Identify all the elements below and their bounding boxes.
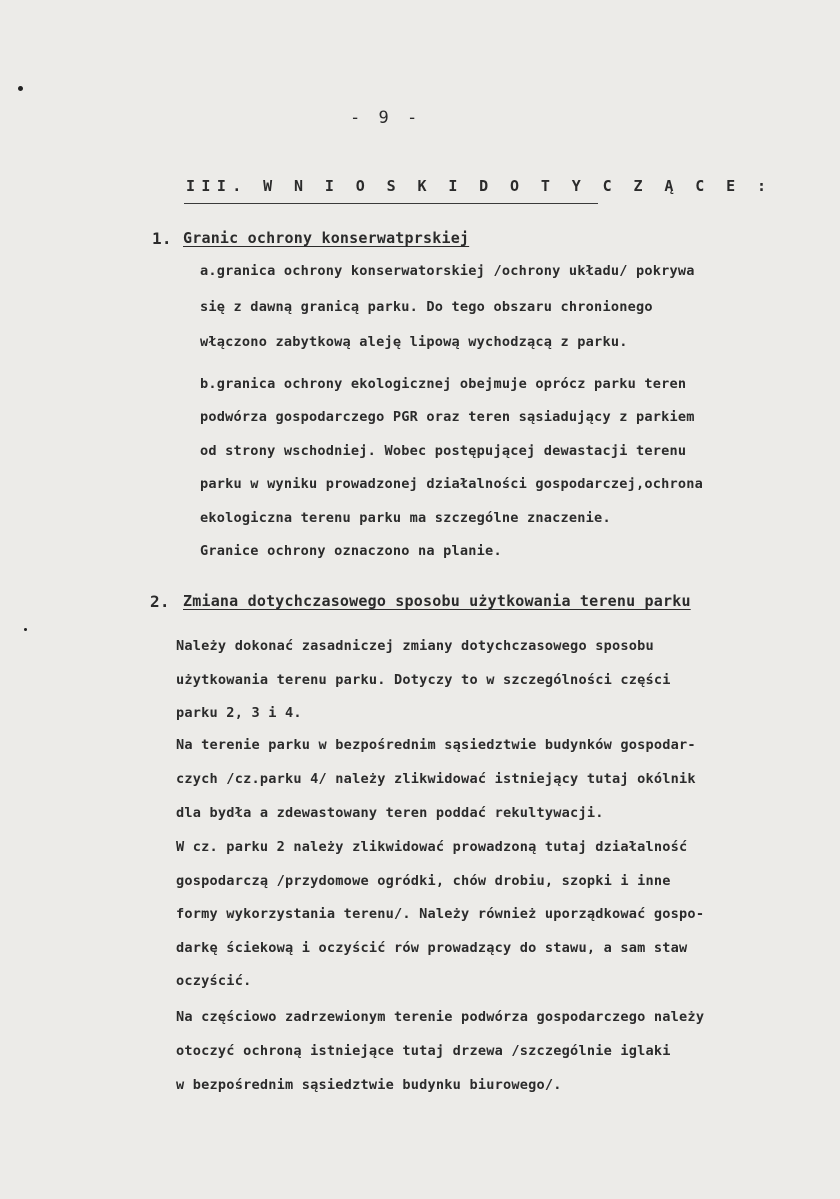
item-number: 2. <box>150 592 170 611</box>
text-line: W cz. parku 2 należy zlikwidować prowadzoną tutaj działalność <box>176 839 688 855</box>
text-line: podwórza gospodarczego PGR oraz teren sąsiadujący z parkiem <box>200 409 695 425</box>
text-line: a.granica ochrony konserwatorskiej /ochrony układu/ pokrywa <box>200 263 695 279</box>
page-number: - 9 - <box>350 108 422 128</box>
text-line: b.granica ochrony ekologicznej obejmuje oprócz parku teren <box>200 376 687 392</box>
text-line: darkę ściekową i oczyścić rów prowadzący do stawu, a sam staw <box>176 940 688 956</box>
text-line: w bezpośrednim sąsiedztwie budynku biurowego/. <box>176 1077 562 1093</box>
text-line: użytkowania terenu parku. Dotyczy to w szczególności części <box>176 672 671 688</box>
text-line: czych /cz.parku 4/ należy zlikwidować istniejący tutaj okólnik <box>176 771 696 787</box>
section-heading: III. W N I O S K I D O T Y C Z Ą C E : <box>186 177 773 195</box>
text-line: parku 2, 3 i 4. <box>176 705 302 721</box>
item-number: 1. <box>152 229 172 248</box>
margin-dot <box>24 628 27 631</box>
text-line: się z dawną granicą parku. Do tego obszaru chronionego <box>200 299 653 315</box>
text-line: Na częściowo zadrzewionym terenie podwórza gospodarczego należy <box>176 1009 705 1025</box>
text-line: włączono zabytkową aleję lipową wychodzącą z parku. <box>200 334 628 350</box>
text-line: Należy dokonać zasadniczej zmiany dotychczasowego sposobu <box>176 638 654 654</box>
text-line: formy wykorzystania terenu/. Należy również uporządkować gospo- <box>176 906 705 922</box>
text-line: Na terenie parku w bezpośrednim sąsiedztwie budynków gospodar- <box>176 737 696 753</box>
heading-underline <box>184 203 598 204</box>
text-line: Granice ochrony oznaczono na planie. <box>200 543 502 559</box>
text-line: oczyścić. <box>176 973 252 989</box>
text-line: dla bydła a zdewastowany teren poddać rekultywacji. <box>176 805 604 821</box>
text-line: gospodarczą /przydomowe ogródki, chów drobiu, szopki i inne <box>176 873 671 889</box>
item-title: Zmiana dotychczasowego sposobu użytkowania terenu parku <box>183 592 691 610</box>
margin-dot <box>18 86 23 91</box>
text-line: parku w wyniku prowadzonej działalności gospodarczej,ochrona <box>200 476 704 492</box>
text-line: od strony wschodniej. Wobec postępującej dewastacji terenu <box>200 443 687 459</box>
item-title: Granic ochrony konserwatprskiej <box>183 229 470 247</box>
text-line: ekologiczna terenu parku ma szczególne znaczenie. <box>200 510 611 526</box>
text-line: otoczyć ochroną istniejące tutaj drzewa /szczególnie iglaki <box>176 1043 671 1059</box>
